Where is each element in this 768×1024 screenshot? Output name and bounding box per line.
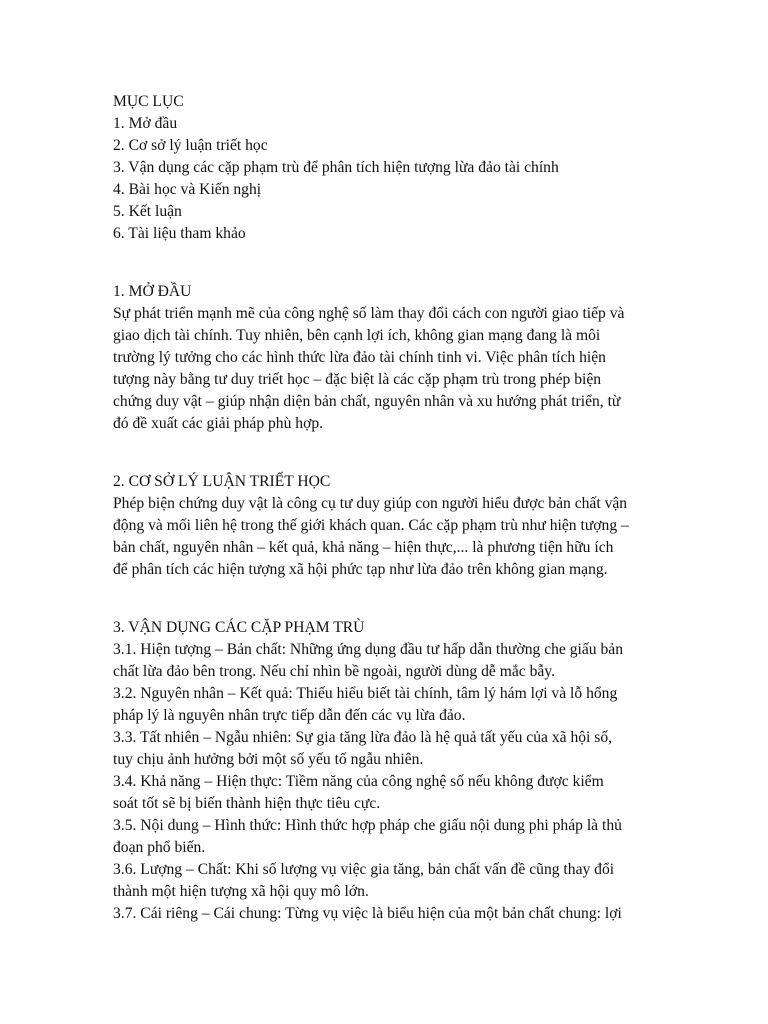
toc-title: MỤC LỤC [113,93,184,110]
section-spacer [113,581,658,617]
section-spacer [113,245,658,281]
section-heading: 3. VẬN DỤNG CÁC CẶP PHẠM TRÙ [113,619,365,636]
toc-item: 1. Mở đầu [113,115,178,132]
paragraph-line: 3.2. Nguyên nhân – Kết quả: Thiếu hiểu biết tài chính, tâm lý hám lợi và lỗ hổng [113,685,618,702]
paragraph-line: chứng duy vật – giúp nhận diện bản chất, nguyên nhân và xu hướng phát triển, từ [113,393,621,410]
paragraph-line: Sự phát triển mạnh mẽ của công nghệ số làm thay đổi cách con người giao tiếp và [113,305,625,322]
paragraph-line: 3.6. Lượng – Chất: Khi số lượng vụ việc gia tăng, bản chất vấn đề cũng thay đổi [113,861,615,878]
paragraph-line: trường lý tưởng cho các hình thức lừa đảo tài chính tinh vi. Việc phân tích hiện [113,349,606,366]
document-page [113,91,658,925]
section-application [113,617,658,925]
section-spacer [113,435,658,471]
paragraph-line: 3.1. Hiện tượng – Bản chất: Những ứng dụng đầu tư hấp dẫn thường che giấu bản [113,641,624,658]
section-heading: 2. CƠ SỞ LÝ LUẬN TRIẾT HỌC [113,473,331,490]
section-intro [113,281,658,435]
paragraph-line: chất lừa đảo bên trong. Nếu chỉ nhìn bề ngoài, người dùng dễ mắc bẫy. [113,663,556,680]
paragraph-line: tuy chịu ảnh hưởng bởi một số yếu tố ngẫu nhiên. [113,751,424,768]
paragraph-line: giao dịch tài chính. Tuy nhiên, bên cạnh lợi ích, không gian mạng đang là môi [113,327,601,344]
paragraph-line: pháp lý là nguyên nhân trực tiếp dẫn đến các vụ lừa đảo. [113,707,466,724]
paragraph-line: 3.3. Tất nhiên – Ngẫu nhiên: Sự gia tăng lừa đảo là hệ quả tất yếu của xã hội số, [113,729,613,746]
paragraph-line: đó đề xuất các giải pháp phù hợp. [113,415,324,432]
paragraph-line: để phân tích các hiện tượng xã hội phức tạp như lừa đảo trên không gian mạng. [113,561,608,578]
paragraph-line: động và mối liên hệ trong thế giới khách quan. Các cặp phạm trù như hiện tượng – [113,517,629,534]
paragraph-line: tượng này bằng tư duy triết học – đặc biệt là các cặp phạm trù trong phép biện [113,371,602,388]
toc-item: 3. Vận dụng các cặp phạm trù để phân tích hiện tượng lừa đảo tài chính [113,159,559,176]
section-theory [113,471,658,581]
paragraph-line: 3.4. Khả năng – Hiện thực: Tiềm năng của công nghệ số nếu không được kiểm [113,773,604,790]
paragraph-line: bản chất, nguyên nhân – kết quả, khả năng – hiện thực,... là phương tiện hữu ích [113,539,614,556]
toc-item: 4. Bài học và Kiến nghị [113,181,262,198]
paragraph-line: 3.5. Nội dung – Hình thức: Hình thức hợp pháp che giấu nội dung phi pháp là thủ [113,817,622,834]
toc-item: 2. Cơ sở lý luận triết học [113,137,268,154]
paragraph-line: thành một hiện tượng xã hội quy mô lớn. [113,883,369,900]
paragraph-line: 3.7. Cái riêng – Cái chung: Từng vụ việc là biểu hiện của một bản chất chung: lợi [113,905,622,922]
table-of-contents [113,91,658,245]
paragraph-line: đoạn phổ biến. [113,839,206,856]
paragraph-line: soát tốt sẽ bị biến thành hiện thực tiêu cực. [113,795,381,812]
section-heading: 1. MỞ ĐẦU [113,283,192,300]
toc-item: 6. Tài liệu tham khảo [113,225,246,242]
paragraph-line: Phép biện chứng duy vật là công cụ tư duy giúp con người hiểu được bản chất vận [113,495,628,512]
toc-item: 5. Kết luận [113,203,182,220]
